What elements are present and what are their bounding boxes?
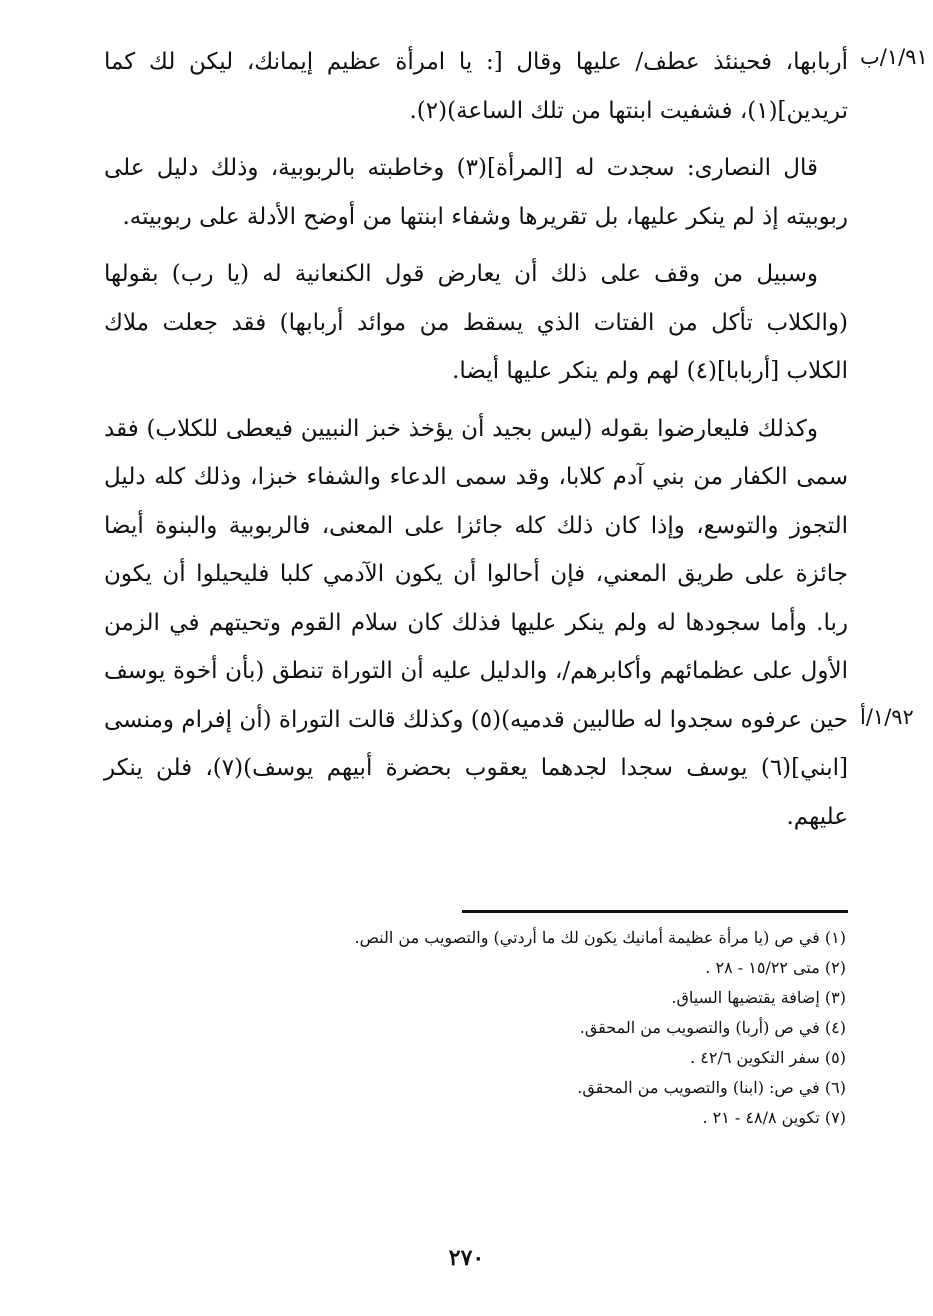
footnote: (٦) في ص: (ابنا) والتصويب من المحقق. — [577, 1078, 846, 1097]
footnote: (٤) في ص (أربا) والتصويب من المحقق. — [579, 1018, 846, 1037]
footnote: (٣) إضافة يقتضيها السياق. — [671, 988, 846, 1007]
footnote: (٧) تكوين ٤٨/٨ - ٢١ . — [702, 1108, 846, 1127]
footnotes-list — [240, 923, 846, 1133]
margin-manuscript-reference: ١/٩٢/أ — [860, 705, 914, 729]
paragraph: وكذلك فليعارضوا بقوله (ليس بجيد أن يؤخذ خبز النبيين فيعطى للكلاب) فقد سمى الكفار من بني آدم كلابا، وقد سمى الدعاء والشفاء خبزا، وذلك كله دليل التجوز والتوسع، وإذا كان ذلك كله جائزا على المعنى، فالربوبية والبنوة أيضا جائزة على طريق المعني، فإن أحالوا أن يكون الآدمي كلبا فليحيلوا أن يكون ربا. وأما سجودها له ولم ينكر عليها فذلك كان سلام القوم وتحيتهم في الزمن الأول على عظمائهم وأكابرهم/، والدليل عليه أن التوراة تنطق (بأن أخوة يوسف حين عرفوه سجدوا له طالبين قدميه)(٥) وكذلك قالت التوراة (أن إفرام ومنسى [ابني](٦) يوسف سجدا لجدهما يعقوب بحضرة أبيهم يوسف)(٧)، فلن ينكر عليهم. — [103, 415, 848, 830]
footnote: (٢) متى ١٥/٢٢ - ٢٨ . — [705, 958, 846, 977]
footnote: (٥) سفر التكوين ٤٢/٦ . — [690, 1048, 846, 1067]
page-number: ٢٧٠ — [448, 1245, 485, 1271]
paragraph: قال النصارى: سجدت له [المرأة](٣) وخاطبته بالربوبية، وذلك دليل على ربوبيته إذ لم ينكر عليها، بل تقريرها وشفاء ابنتها من أوضح الأدلة على ربوبيته. — [104, 155, 848, 230]
paragraph: أربابها، فحينئذ عطف/ عليها وقال [: يا امرأة عظيم إيمانك، ليكن لك كما تريدين](١)، فشفيت ابنتها من تلك الساعة)(٢). — [104, 49, 848, 124]
margin-manuscript-reference: ١/٩١/ب — [860, 45, 928, 69]
footnote: (١) في ص (يا مرأة عظيمة أمانيك يكون لك ما أردتي) والتصويب من النص. — [354, 928, 846, 947]
paragraph: وسبيل من وقف على ذلك أن يعارض قول الكنعانية له (يا رب) بقولها (والكلاب تأكل من الفتات الذي يسقط من موائد أربابها) فقد جعلت ملاك الكلاب [أربابا](٤) لهم ولم ينكر عليها أيضا. — [104, 261, 848, 384]
main-text — [104, 38, 848, 850]
footnote-separator — [462, 910, 848, 913]
